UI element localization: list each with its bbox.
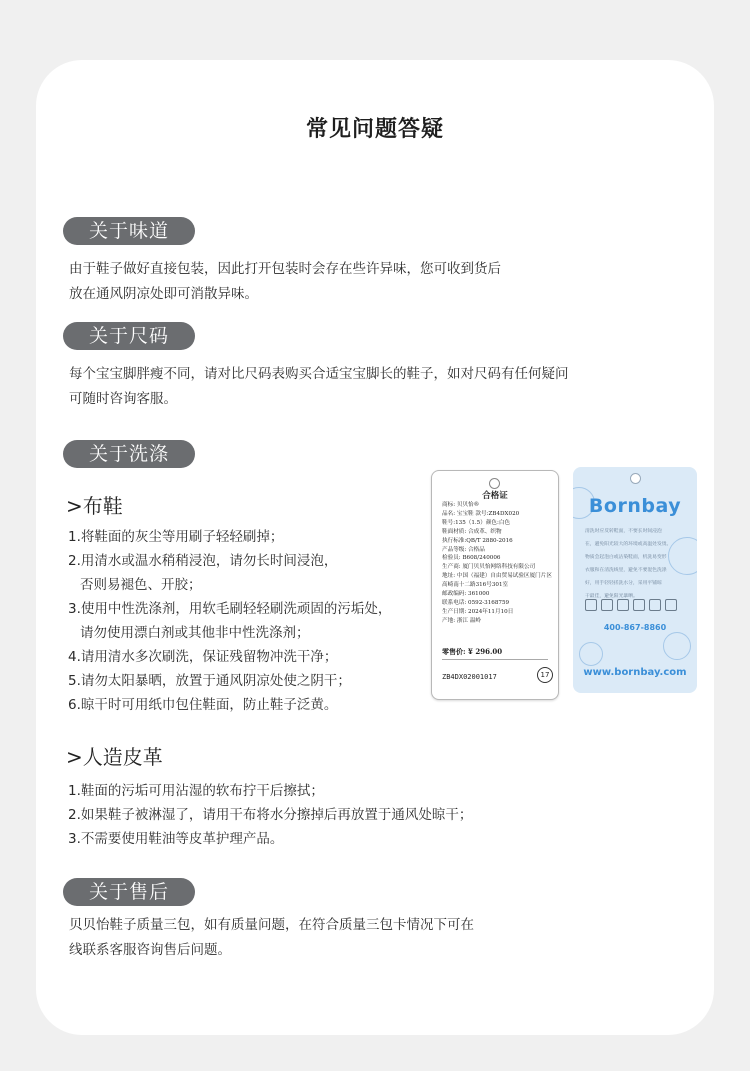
certificate-rows xyxy=(442,501,554,626)
cloth-care-list xyxy=(68,525,391,717)
care-symbols xyxy=(585,599,685,613)
tag-hole xyxy=(630,473,641,484)
list-item: 4.请用清水多次刷洗，保证残留物冲洗干净； xyxy=(68,649,338,665)
brand-logo: Bornbay xyxy=(588,495,682,517)
wash-icon xyxy=(585,599,597,611)
brand-site: www.bornbay.com xyxy=(583,667,687,678)
aftersale-paragraph xyxy=(69,913,474,963)
list-item: 2.用清水或温水稍稍浸泡，请勿长时间浸泡， xyxy=(68,553,338,569)
certificate-divider xyxy=(442,659,548,660)
list-item: 请勿使用漂白剂或其他非中性洗涤剂； xyxy=(80,625,310,641)
certificate-row: 高崎南十二路316号301室 xyxy=(442,582,509,589)
certificate-row: 邮政编码: 361000 xyxy=(442,591,490,598)
cloth-shoes-heading: >布鞋 xyxy=(66,494,123,518)
list-item: 1.鞋面的污垢可用沾湿的软布拧干后擦拭； xyxy=(68,783,324,799)
certificate-price: 零售价: ¥ 296.00 xyxy=(442,647,503,656)
list-item: 2.如果鞋子被淋湿了，请用干布将水分擦掉后再放置于通风处晾干； xyxy=(68,807,473,823)
decor-circle xyxy=(579,642,603,666)
list-item: 3.不需要使用鞋油等皮革护理产品。 xyxy=(68,831,284,847)
certificate-row: 执行标准:QB/T 2880-2016 xyxy=(442,537,513,544)
certificate-row: 鞋面材质: 合成革、织物 xyxy=(442,528,502,535)
no-bleach-icon xyxy=(601,599,613,611)
brand-blurb-line: 好，用手轻轻搓洗水分，采用平铺晾 xyxy=(585,581,662,586)
tag-hole xyxy=(489,478,500,489)
list-item: 否则易褪色、开胶； xyxy=(80,577,202,593)
size-line: 可随时咨询客服。 xyxy=(69,391,177,407)
page-title: 常见问题答疑 xyxy=(305,117,444,142)
certificate-row: 生产日期: 2024年11月10日 xyxy=(442,608,514,615)
certificate-row: 鞋号:135（1.5）颜色:白色 xyxy=(442,519,511,526)
no-dryclean-icon xyxy=(649,599,661,611)
size-badge: 17 xyxy=(537,667,553,683)
smell-line: 放在通风阴凉处即可消散异味。 xyxy=(69,286,258,302)
size-paragraph xyxy=(69,362,569,412)
certificate-row: 商标: 贝贝怡® xyxy=(442,502,480,508)
certificate-title: 合格证 xyxy=(482,491,508,501)
list-item: 1.将鞋面的灰尘等用刷子轻轻刷掉； xyxy=(68,529,284,545)
list-item: 6.晾干时可用纸巾包住鞋面，防止鞋子泛黄。 xyxy=(68,697,338,713)
brand-blurb-line: 衣服和在清洗线里，避免不要混色洗涤 xyxy=(585,568,667,573)
certificate-row: 产地: 浙江 温岭 xyxy=(442,617,482,624)
iron-icon xyxy=(633,599,645,611)
certificate-tag-image xyxy=(431,470,559,700)
section-pill-wash: 关于洗涤 xyxy=(63,440,195,468)
brand-blurb xyxy=(585,525,685,603)
certificate-row: 联系电话: 0592-3168759 xyxy=(442,599,510,606)
brand-blurb-line: 干最佳，避免阳光暴晒。 xyxy=(585,594,638,599)
certificate-code: ZB4DX02001017 xyxy=(442,673,497,681)
section-pill-smell: 关于味道 xyxy=(63,217,195,245)
decor-circle xyxy=(663,632,691,660)
certificate-row: 产品等级: 合格品 xyxy=(442,546,485,553)
certificate-row: 生产商: 厦门贝贝怡网络科技有限公司 xyxy=(442,564,536,571)
brand-blurb-line: 在，避免阳光较大的环境或高温处发烫。 xyxy=(585,542,672,547)
size-line: 每个宝宝脚胖瘦不同，请对比尺码表购买合适宝宝脚长的鞋子，如对尺码有任何疑问 xyxy=(69,366,569,382)
section-pill-aftersale: 关于售后 xyxy=(63,878,195,906)
no-tumble-icon xyxy=(665,599,677,611)
certificate-row: 检验员: B608/240006 xyxy=(442,555,501,562)
smell-paragraph xyxy=(69,257,501,307)
brand-tag-image xyxy=(573,467,697,693)
leather-care-list xyxy=(68,779,472,851)
brand-blurb-line: 物质会起泡白或沾染鞋面，机洗易变形 xyxy=(585,555,667,560)
certificate-row: 地址: 中国（福建）自由贸易试验区厦门片区 xyxy=(442,573,552,580)
certificate-row: 品名: 宝宝鞋 款号:ZB4DX020 xyxy=(442,510,520,517)
list-item: 3.使用中性洗涤剂，用软毛刷轻轻刷洗顽固的污垢处， xyxy=(68,601,392,617)
brand-blurb-line: 清洗时应反转鞋面，不要长时间浸泡 xyxy=(585,529,662,534)
aftersale-line: 线联系客服咨询售后问题。 xyxy=(69,942,231,958)
leather-heading: >人造皮革 xyxy=(66,745,163,769)
smell-line: 由于鞋子做好直接包装，因此打开包装时会存在些许异味，您可收到货后 xyxy=(69,261,501,277)
list-item: 5.请勿太阳暴晒，放置于通风阴凉处使之阴干； xyxy=(68,673,351,689)
aftersale-line: 贝贝怡鞋子质量三包，如有质量问题，在符合质量三包卡情况下可在 xyxy=(69,917,474,933)
brand-phone: 400-867-8860 xyxy=(603,623,667,632)
section-pill-size: 关于尺码 xyxy=(63,322,195,350)
dry-icon xyxy=(617,599,629,611)
